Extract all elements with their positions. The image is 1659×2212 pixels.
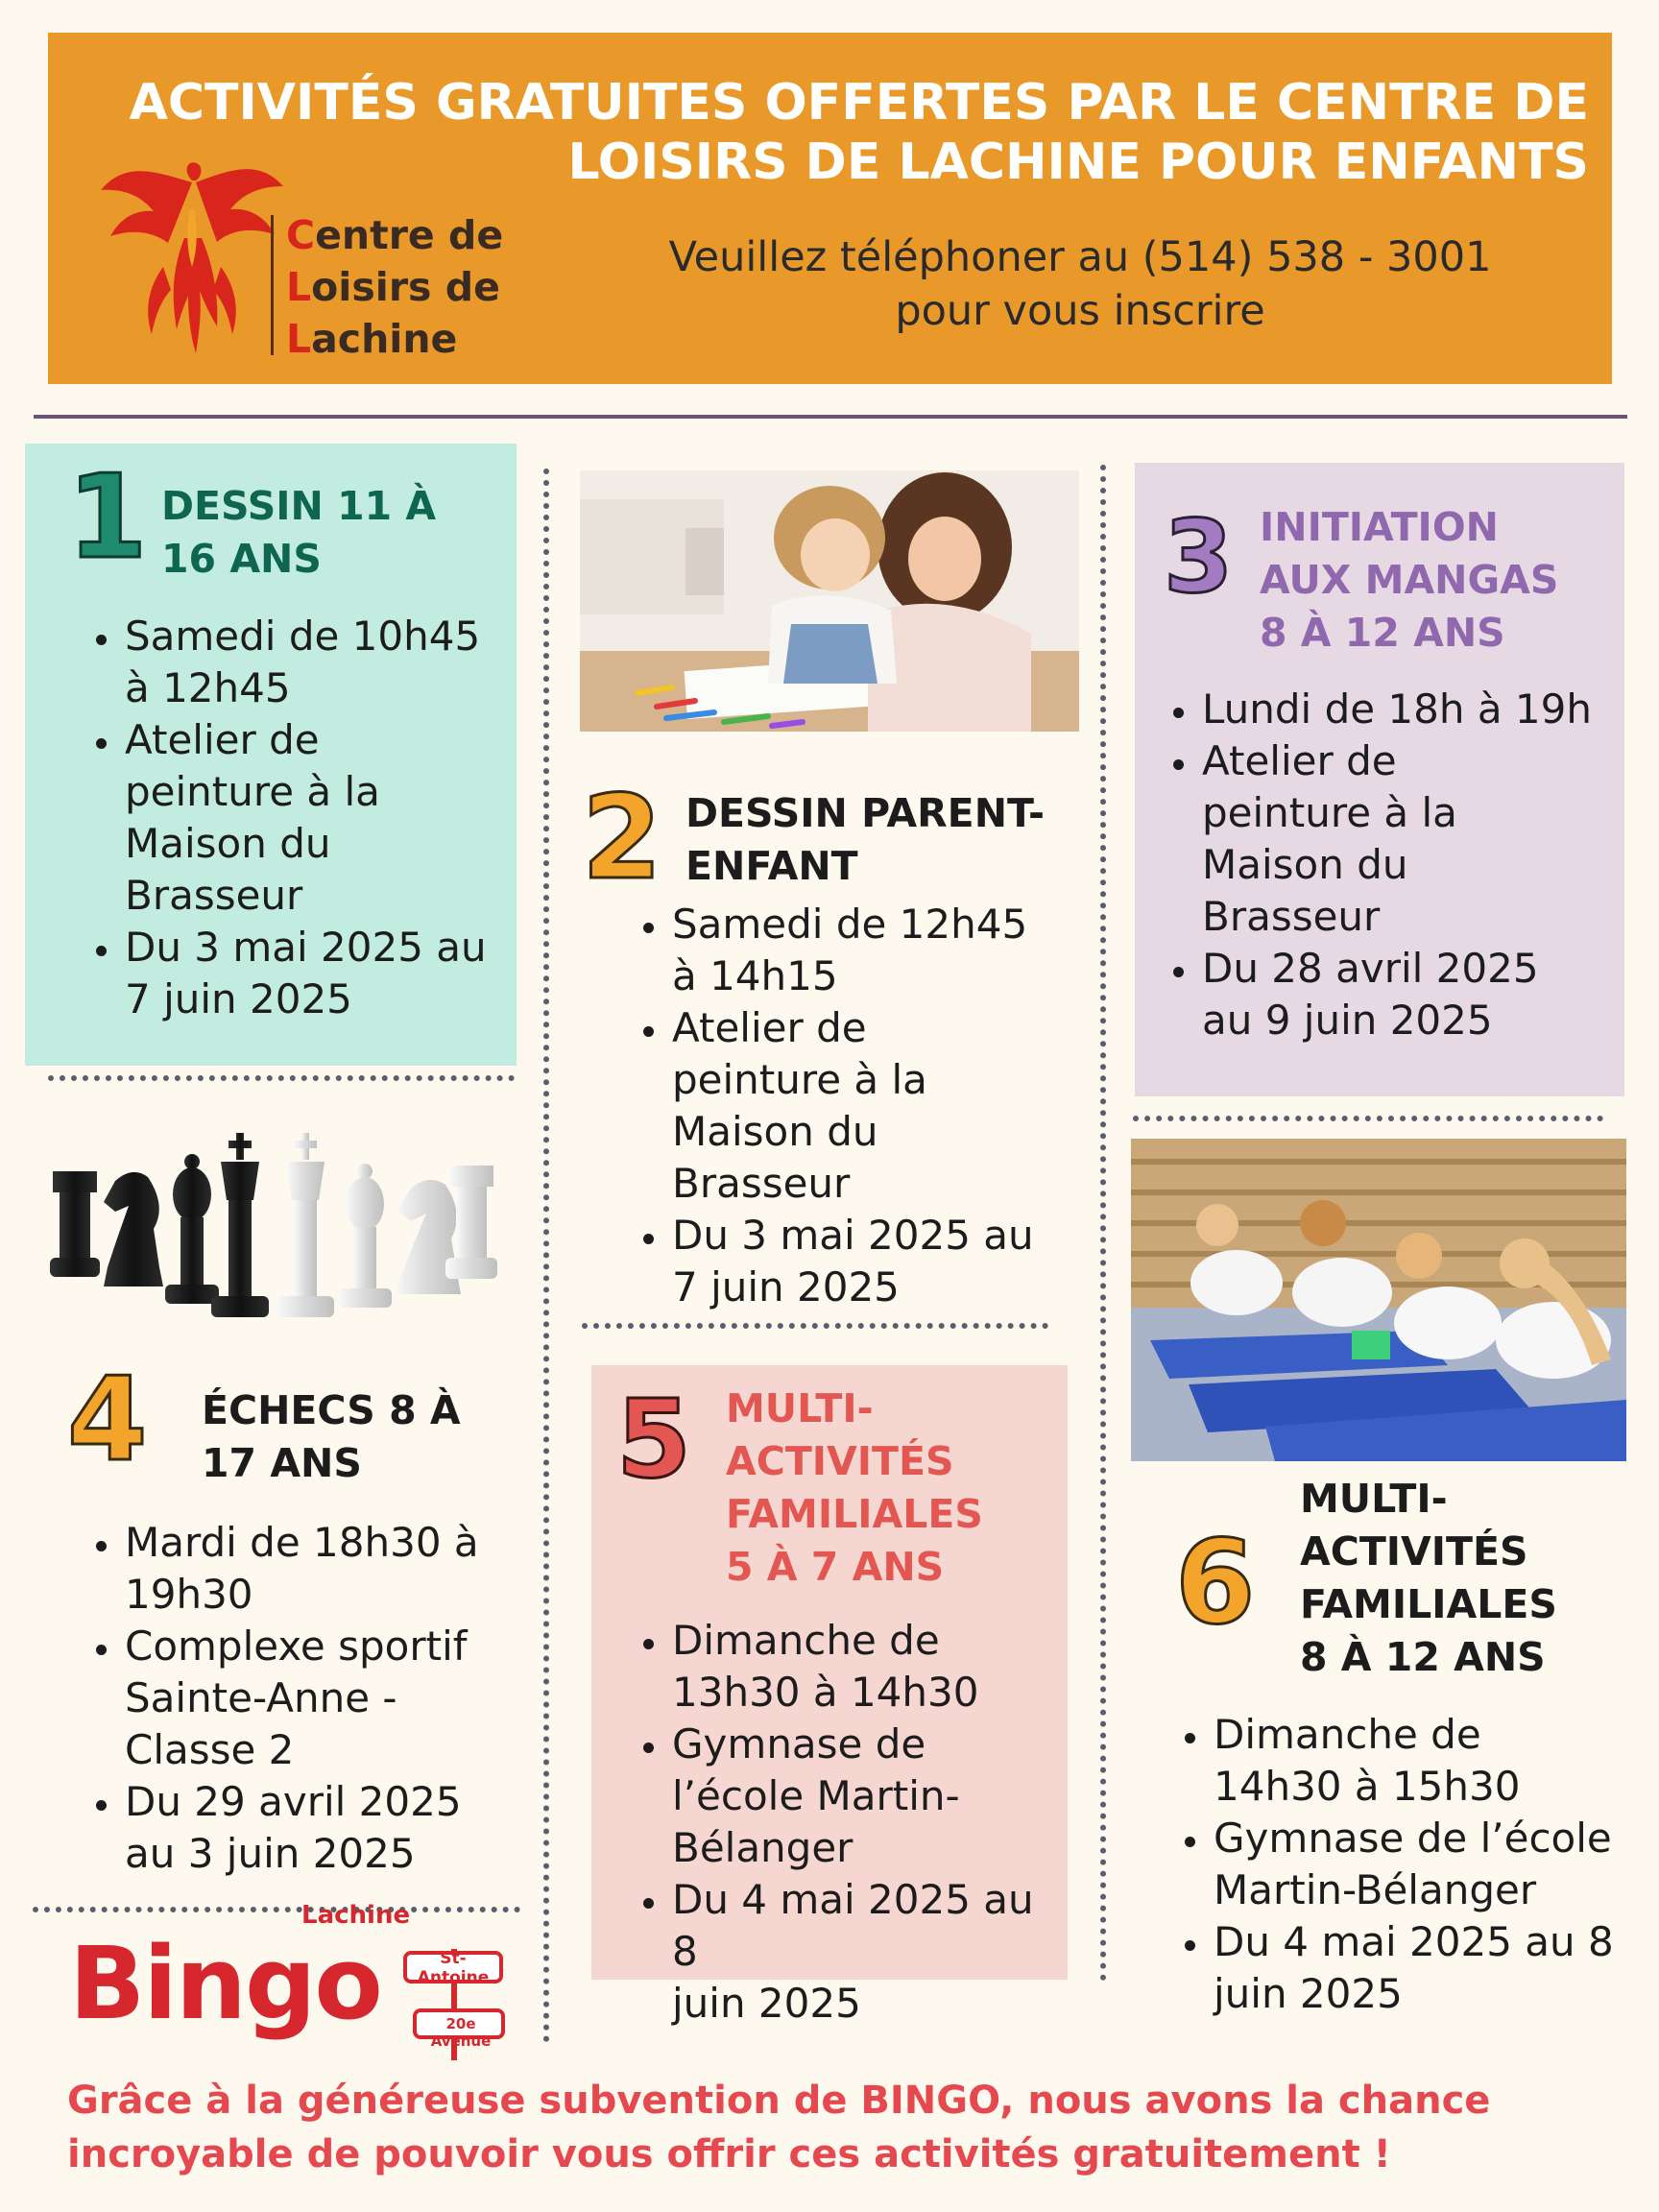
activity-5-heading [726,1382,1052,1594]
heading-line: ACTIVITÉS [726,1438,954,1484]
phoenix-logo-icon [96,152,288,358]
activity-1-number: 1 [67,451,148,585]
heading-line: DESSIN 11 À [161,483,437,529]
list-item: • Du 28 avril 2025 au 9 juin 2025 [1200,943,1621,1046]
row-separator [1133,1116,1603,1121]
logo-line: Loisirs de [286,264,500,310]
activity-6-details [1171,1709,1632,2020]
logo-line: Centre de [286,212,504,258]
activity-5-details [630,1615,1062,2030]
heading-line: 8 À 12 ANS [1260,610,1505,656]
row-separator [48,1075,515,1081]
logo-divider [271,215,274,355]
heading-line: 8 À 12 ANS [1300,1634,1546,1680]
page-title [86,73,1589,192]
street-sign-2: 20e Avenue [430,2015,492,2050]
gym-photo [1131,1139,1626,1461]
list-item: • Mardi de 18h30 à 19h30 [123,1517,524,1621]
list-item: • Gymnase de l’école Martin- Bélanger [670,1719,1062,1874]
list-item: • Atelier de peinture à la Maison du Brasseur [1200,735,1621,943]
activity-1-details [83,611,515,1025]
list-item: • Du 3 mai 2025 au 7 juin 2025 [670,1210,1071,1313]
activity-2-heading [685,787,1089,893]
list-item: • Du 4 mai 2025 au 8 juin 2025 [1212,1916,1632,2020]
column-separator [543,469,549,2043]
heading-line: FAMILIALES [1300,1581,1557,1627]
heading-line: FAMILIALES [726,1491,983,1537]
column-separator [1100,465,1106,1982]
activity-1-heading [161,480,507,586]
bingo-logo-lachine: Lachine [301,1901,411,1930]
list-item: • Du 3 mai 2025 au 7 juin 2025 [123,922,515,1025]
list-item: • Gymnase de l’école Martin-Bélanger [1212,1813,1632,1916]
heading-line: INITIATION [1260,504,1499,550]
list-item: • Du 29 avril 2025 au 3 juin 2025 [123,1776,524,1880]
heading-line: MULTI- [726,1385,874,1431]
heading-line: ENFANT [685,843,858,889]
title-line: LOISIRS DE LACHINE POUR ENFANTS [567,133,1589,191]
list-item: • Atelier de peinture à la Maison du Brasseur [670,1002,1071,1210]
heading-line: 16 ANS [161,536,322,582]
footer-line: incroyable de pouvoir vous offrir ces activités gratuitement ! [67,2132,1391,2176]
heading-line: 17 ANS [202,1440,362,1486]
activity-3-number: 3 [1164,498,1234,615]
heading-line: AUX MANGAS [1260,557,1559,603]
registration-phone-text [614,230,1546,338]
heading-line: ACTIVITÉS [1300,1528,1528,1575]
footer-thanks [67,2074,1603,2181]
activity-3-heading [1260,501,1615,660]
list-item: • Complexe sportif Sainte-Anne - Classe 2 [123,1621,524,1776]
title-line: ACTIVITÉS GRATUITES OFFERTES PAR LE CENTRE DE [129,74,1589,132]
phone-line: Veuillez téléphoner au (514) 538 - 3001 [668,233,1492,281]
activity-6-heading [1300,1473,1626,1684]
row-separator [582,1323,1048,1329]
header-divider [34,415,1627,419]
heading-line: DESSIN PARENT- [685,790,1045,836]
list-item: • Dimanche de 14h30 à 15h30 [1212,1709,1632,1813]
drawing-photo [580,470,1079,732]
logo-line: Lachine [286,316,458,362]
activity-5-number: 5 [616,1378,691,1503]
activity-4-heading [202,1384,518,1490]
list-item: • Atelier de peinture à la Maison du Brasseur [123,714,515,922]
phone-line: pour vous inscrire [895,287,1265,335]
heading-line: MULTI- [1300,1476,1448,1522]
activity-2-details [630,899,1071,1313]
row-separator [33,1907,520,1912]
logo-wordmark [286,209,536,365]
list-item: • Samedi de 12h45 à 14h15 [670,899,1071,1002]
activity-2-number: 2 [582,772,662,905]
activity-4-details [83,1517,524,1880]
list-item: • Du 4 mai 2025 au 8 juin 2025 [670,1874,1062,2030]
bingo-logo: Bingo [69,1925,381,2042]
activity-3-details [1160,684,1621,1046]
footer-line: Grâce à la généreuse subvention de BINGO, nous avons la chance [67,2079,1491,2123]
list-item: • Samedi de 10h45 à 12h45 [123,611,515,714]
chess-pieces-icon [48,1133,499,1325]
list-item: • Lundi de 18h à 19h [1200,684,1621,735]
heading-line: ÉCHECS 8 À [202,1387,461,1433]
activity-6-number: 6 [1175,1517,1256,1650]
list-item: • Dimanche de 13h30 à 14h30 [670,1615,1062,1719]
heading-line: 5 À 7 ANS [726,1544,945,1590]
activity-4-number: 4 [67,1354,148,1487]
street-sign-1: St-Antoine [417,1949,490,1987]
